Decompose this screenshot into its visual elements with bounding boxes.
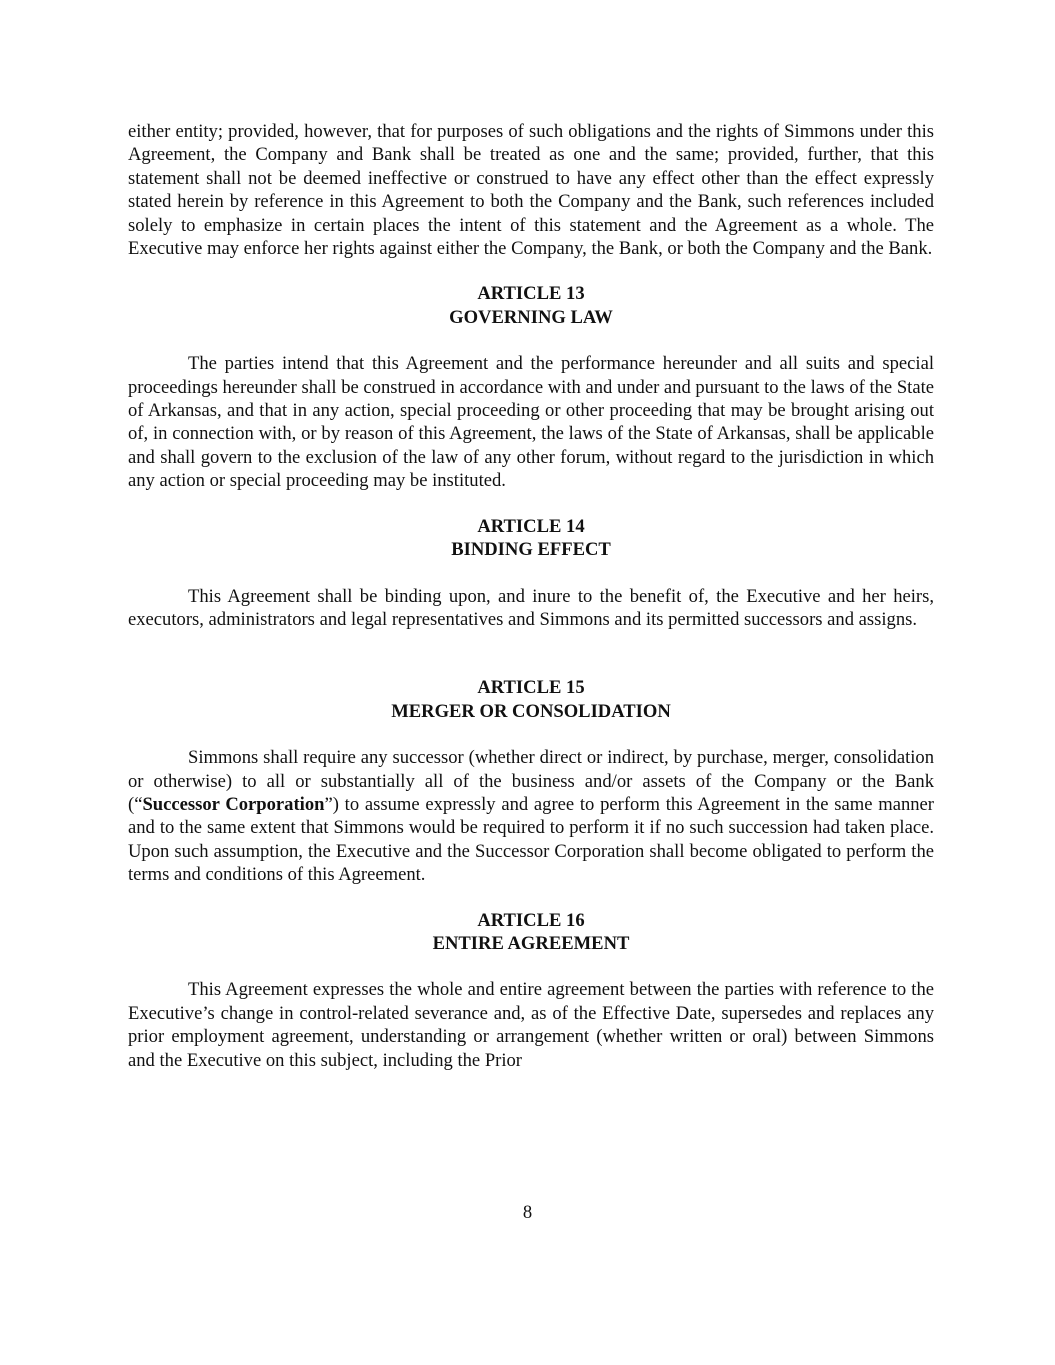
article-13-title: GOVERNING LAW: [449, 306, 613, 328]
article-13-heading: [128, 282, 934, 329]
article-15-title: MERGER OR CONSOLIDATION: [391, 700, 671, 722]
article-16-number: ARTICLE 16: [477, 909, 585, 931]
successor-corporation-term: Successor Corporation: [142, 793, 325, 815]
article-14-title: BINDING EFFECT: [451, 539, 611, 561]
merger-text-part2: ”) to assume expressly and agree to perform this Agreement in the same manner and to the same extent that Simmons would be required to perform it if no such succession had taken place. Upon such assumption, the Executive and the Successor Corporation shall become obligated to perform the terms and conditions of this Agreement.: [128, 793, 934, 886]
article-16-heading: [128, 909, 934, 956]
entire-agreement-paragraph: This Agreement expresses the whole and entire agreement between the parties with reference to the Executive’s change in control-related severance and, as of the Effective Date, supersedes and replaces any prior employment agreement, understanding or arrangement (whether written or oral) between Simmons and the Executive on this subject, including the Prior: [128, 979, 934, 1071]
article-14-heading: [128, 515, 934, 562]
merger-text-part1: Simmons shall require any successor (whether direct or indirect, by purchase, merger, consolidation or otherwise) to all or substantially all of the business and/or assets of the Company or the Bank (“: [128, 747, 934, 815]
article-14-number: ARTICLE 14: [477, 515, 585, 537]
article-15-number: ARTICLE 15: [477, 677, 585, 699]
article-16-title: ENTIRE AGREEMENT: [432, 932, 630, 954]
paragraph-continuation: either entity; provided, however, that for purposes of such obligations and the rights of Simmons under this Agreement, the Company and Bank shall be treated as one and the same; provided, further, that this statement shall not be deemed ineffective or construed to have any effect other than the effect expressly stated herein by reference in this Agreement to both the Company and the Bank, such references included solely to emphasize in certain places the intent of this statement and the Agreement as a whole. The Executive may enforce her rights against either the Company, the Bank, or both the Company and the Bank.: [128, 121, 934, 260]
document-page: [128, 120, 934, 1072]
binding-effect-paragraph: This Agreement shall be binding upon, and inure to the benefit of, the Executive and her heirs, executors, administrators and legal representatives and Simmons and its permitted successors and assigns.: [128, 585, 934, 630]
merger-paragraph: [128, 746, 934, 886]
article-15-heading: [128, 676, 934, 723]
governing-law-paragraph: The parties intend that this Agreement and the performance hereunder and all suits and special proceedings hereunder shall be construed in accordance with and under and pursuant to the laws of the State of Arkansas, and that in any action, special proceeding or other proceeding that may be brought arising out of, in connection with, or by reason of this Agreement, the laws of the State of Arkansas, shall be applicable and shall govern to the exclusion of the law of any other forum, without regard to the jurisdiction in which any action or special proceeding may be instituted.: [128, 353, 934, 492]
article-13-number: ARTICLE 13: [477, 283, 585, 305]
page-number: 8: [522, 1202, 533, 1223]
